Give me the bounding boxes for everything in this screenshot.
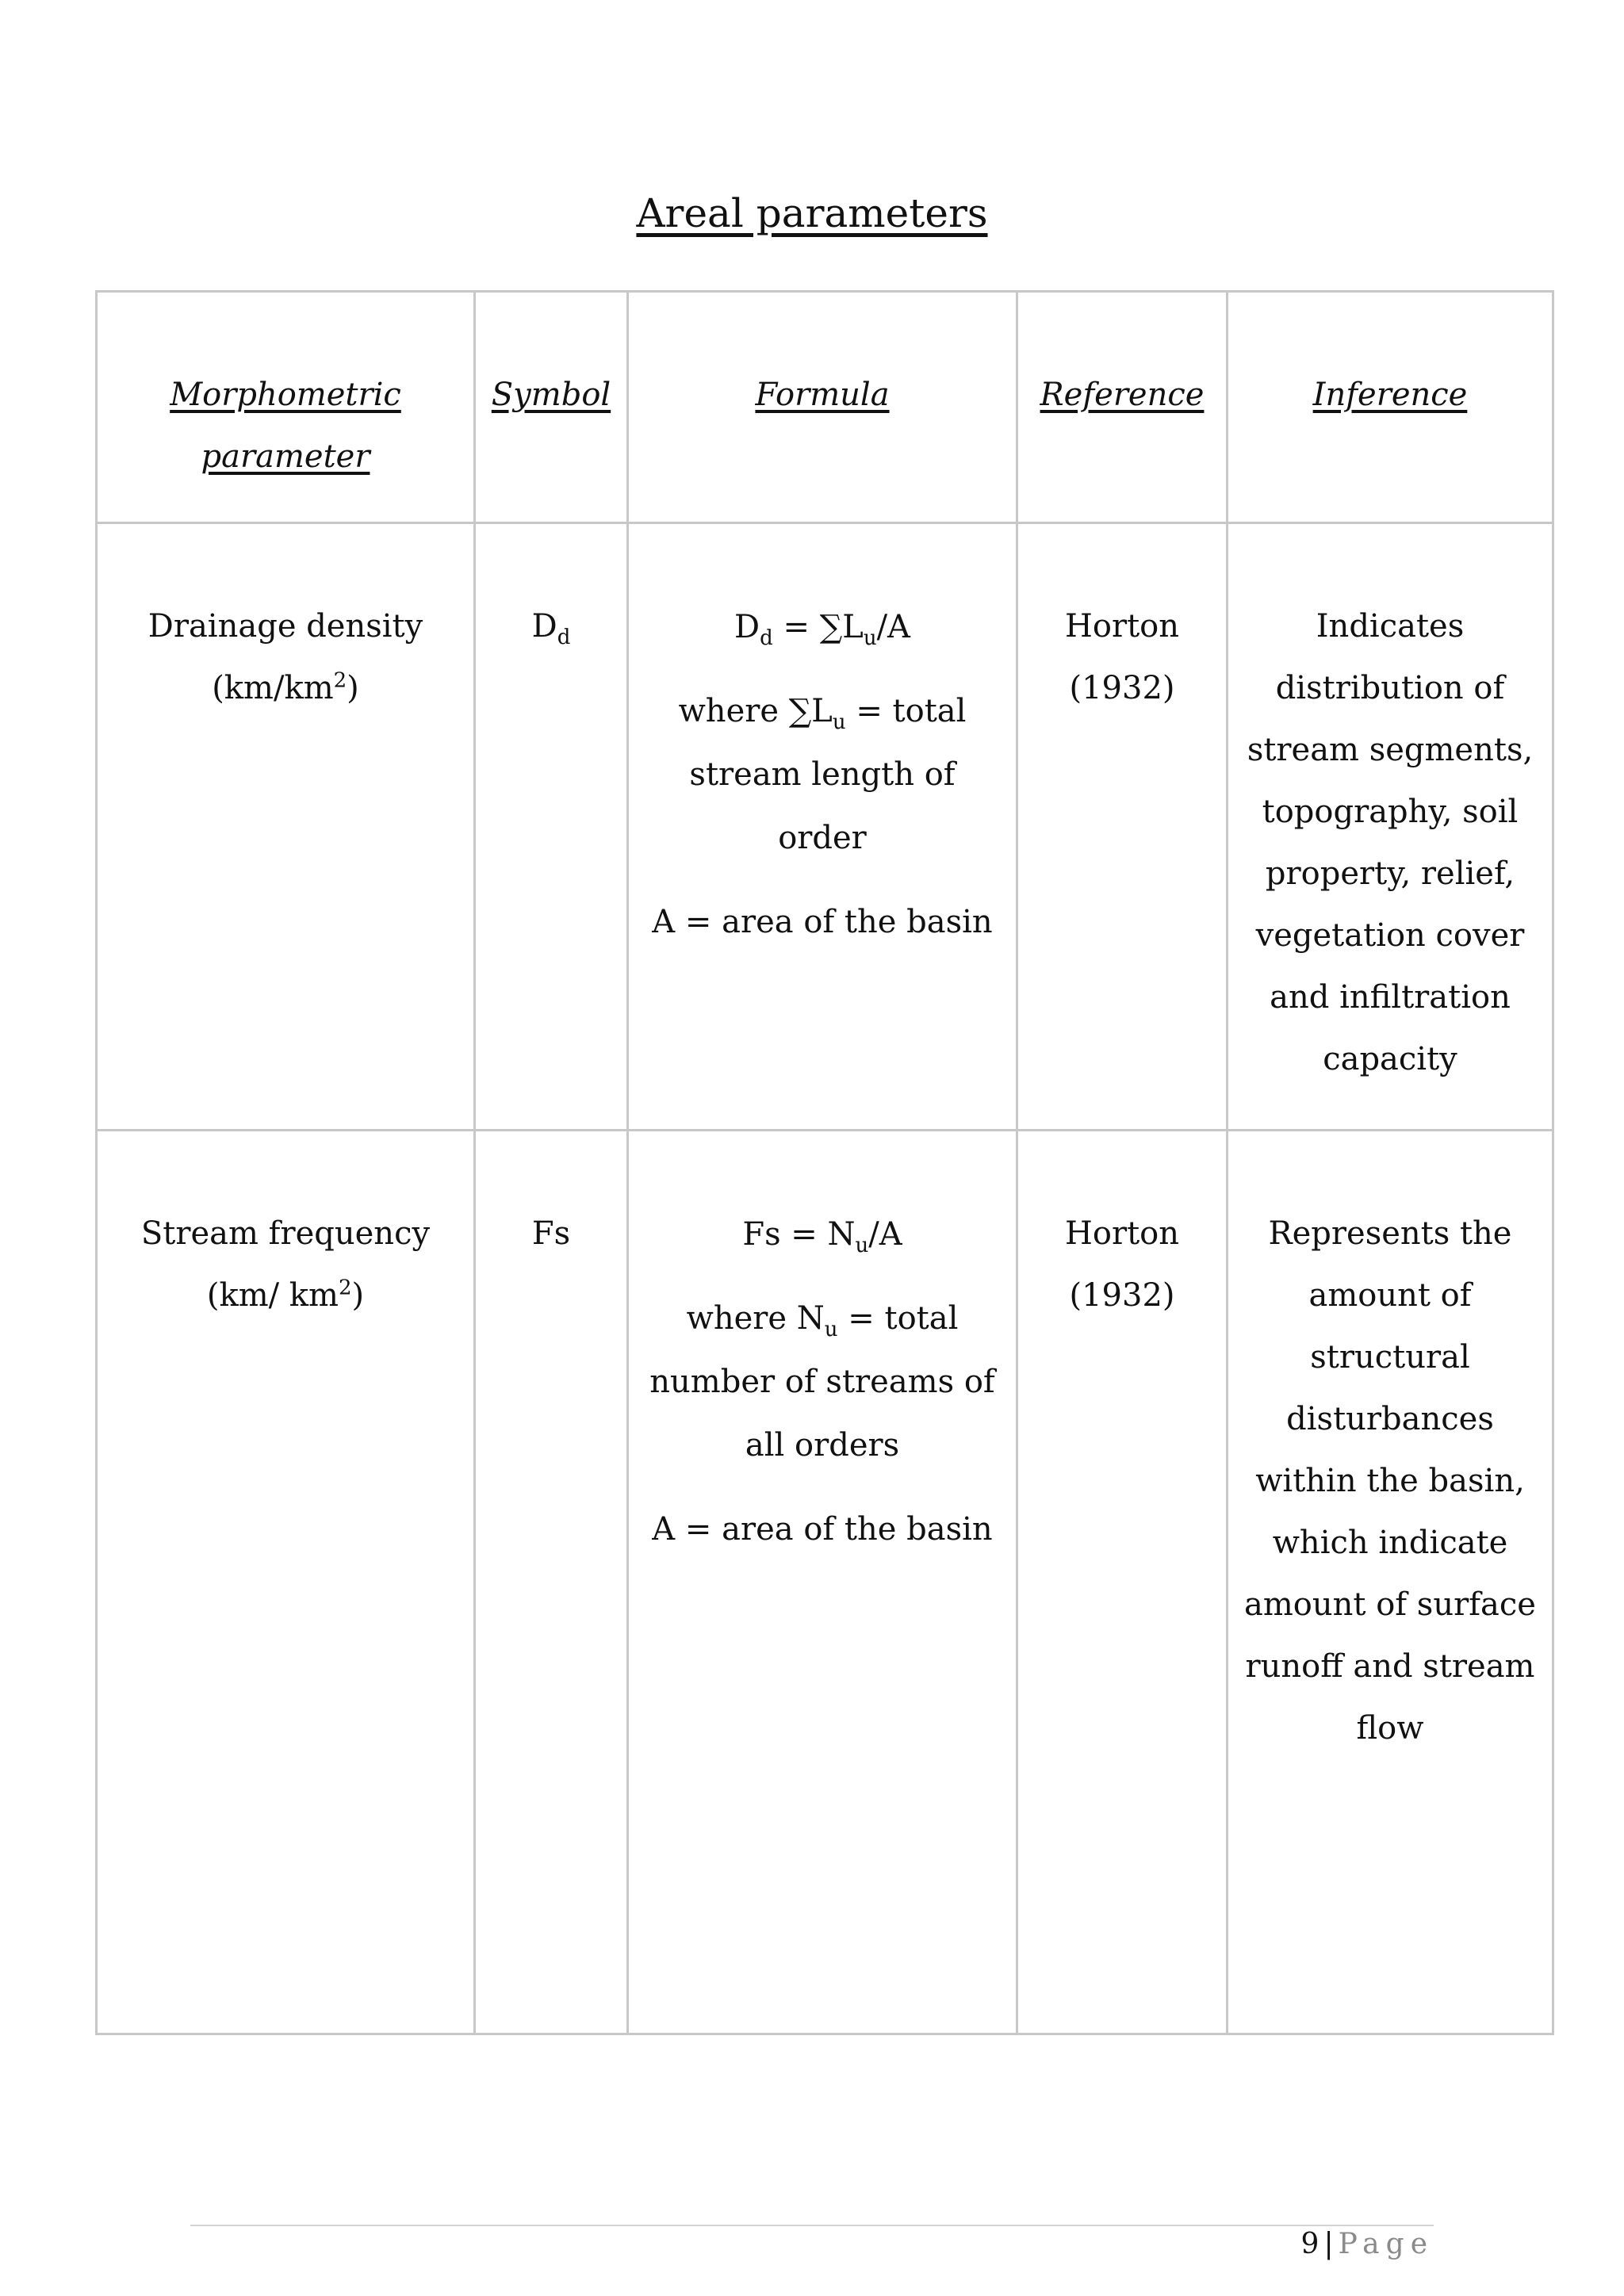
areal-parameters-table [95,290,1554,2035]
header-parameter: Morphometric parameter [97,292,475,523]
page-number [1301,2228,1434,2260]
formula-equation: $Fs = N_u/A$ [742,1216,902,1257]
page-title: Areal parameters [636,190,988,236]
inference-cell: Indicates distribution of stream segments, topography, soil property, relief, vegetation cover and infiltration capacity [1228,523,1553,1131]
formula-equation: $D_d = \sum L_u/A$ [734,609,910,650]
header-symbol: Symbol [475,292,628,523]
parameter-unit: $(km/km^2)$ [212,668,359,706]
symbol-cell: Fs [475,1131,628,2034]
formula-area: A = area of the basin [652,904,993,940]
header-formula: Formula [628,292,1017,523]
table-row [97,1131,1553,2034]
parameter-name: Drainage density [147,608,423,645]
page-number-separator: | [1323,2228,1334,2260]
inference-cell: Represents the amount of structural disturbances within the basin, which indicate amount of surface runoff and stream flow [1228,1131,1553,2034]
reference-cell: Horton (1932) [1017,1131,1228,2034]
parameter-cell [97,523,475,1131]
formula-where: where $\sum L_u$ = total [678,693,967,734]
parameter-unit: (km/ $km^2$) [206,1276,365,1314]
page-number-value: 9 [1300,2228,1320,2260]
formula-where-continued: number of streams of [649,1364,995,1400]
formula-cell [628,1131,1017,2034]
table-header-row [97,292,1553,523]
formula-cell [628,523,1017,1131]
symbol-cell: $D_d$ [475,523,628,1131]
header-inference: Inference [1228,292,1553,523]
formula-area: A = area of the basin [652,1511,993,1548]
formula-where: where $N_u$ = total [686,1300,959,1341]
table-row [97,523,1553,1131]
formula-where-continued-2: all orders [745,1427,900,1464]
header-reference: Reference [1017,292,1228,523]
formula-where-continued: stream length of order [689,756,956,856]
reference-cell: Horton (1932) [1017,523,1228,1131]
parameter-cell [97,1131,475,2034]
parameter-name: Stream frequency [140,1215,431,1252]
footer-divider [190,2225,1434,2226]
page-word: Page [1338,2228,1434,2260]
